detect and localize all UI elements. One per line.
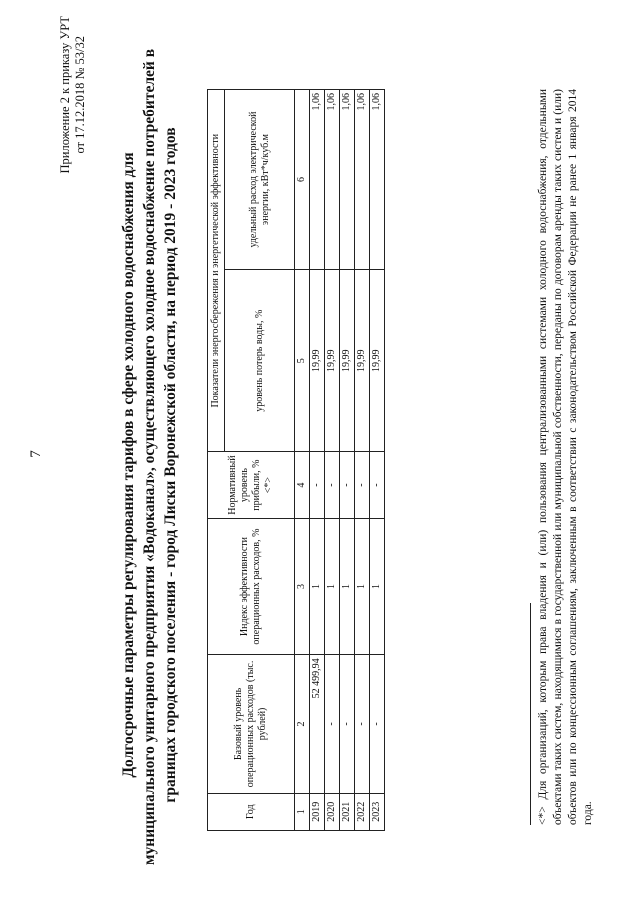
cell-norm-profit: -	[310, 452, 325, 518]
footnote: <*> Для организаций, которым права владения и (или) пользования централизованными системами холодного водоснабжения, отдельными объектами таких систем, находящимися в государственной или муниципальной собственности, переданы по договорам аренды таких систем и (или) объектов или по концессионным соглашениям, заключенным в соответствии с законодательством Российской Федерации не ранее 1 января 2014 года.	[537, 89, 594, 825]
header-efficiency-index: Индекс эффективности операционных расходов, %	[208, 518, 295, 655]
cell-base-level: -	[355, 655, 370, 793]
cell-norm-profit: -	[325, 452, 340, 518]
cell-year: 2022	[355, 793, 370, 830]
cell-year: 2019	[310, 793, 325, 830]
cell-efficiency-index: 1	[355, 518, 370, 655]
cell-specific-energy: 1,06	[355, 90, 370, 270]
cell-year: 2023	[370, 793, 385, 830]
column-number: 2	[295, 655, 310, 793]
tariff-parameters-table	[207, 89, 385, 831]
table-header-row	[208, 90, 225, 831]
table-row	[340, 90, 355, 831]
column-number: 1	[295, 793, 310, 830]
header-water-loss: уровень потерь воды, %	[225, 270, 295, 452]
table-row	[370, 90, 385, 831]
cell-norm-profit: -	[370, 452, 385, 518]
footnote-separator	[530, 603, 531, 825]
column-number: 5	[295, 270, 310, 452]
cell-efficiency-index: 1	[370, 518, 385, 655]
header-energy-group: Показатели энергосбережения и энергетической эффективности	[208, 90, 225, 452]
cell-water-loss: 19,99	[340, 270, 355, 452]
cell-norm-profit: -	[340, 452, 355, 518]
page-number: 7	[28, 450, 44, 458]
title-line-2: муниципального унитарного предприятия «Водоканал», осуществляющего холодное водоснабжение потребителей в	[141, 48, 158, 865]
cell-efficiency-index: 1	[310, 518, 325, 655]
cell-water-loss: 19,99	[355, 270, 370, 452]
document-title	[118, 48, 181, 865]
cell-water-loss: 19,99	[325, 270, 340, 452]
cell-efficiency-index: 1	[340, 518, 355, 655]
cell-base-level: 52 499,94	[310, 655, 325, 793]
cell-specific-energy: 1,06	[310, 90, 325, 270]
table-row	[325, 90, 340, 831]
title-line-1: Долгосрочные параметры регулирования тарифов в сфере холодного водоснабжения для	[120, 152, 137, 778]
appendix-line-1: Приложение 2 к приказу УРТ	[58, 16, 72, 174]
cell-base-level: -	[370, 655, 385, 793]
cell-specific-energy: 1,06	[325, 90, 340, 270]
table-row	[310, 90, 325, 831]
table-row	[355, 90, 370, 831]
cell-norm-profit: -	[355, 452, 370, 518]
header-norm-profit: Нормативный уровень прибыли, % <*>	[208, 452, 295, 518]
cell-year: 2021	[340, 793, 355, 830]
header-base-level: Базовый уровень операционных расходов (тыс. рублей)	[208, 655, 295, 793]
column-number: 4	[295, 452, 310, 518]
cell-water-loss: 19,99	[310, 270, 325, 452]
title-line-3: границах городского поселения - город Лиски Воронежской области, на период 2019 - 2023 годов	[162, 127, 179, 803]
cell-base-level: -	[325, 655, 340, 793]
cell-efficiency-index: 1	[325, 518, 340, 655]
column-number: 6	[295, 90, 310, 270]
appendix-reference	[58, 16, 88, 174]
cell-specific-energy: 1,06	[370, 90, 385, 270]
cell-specific-energy: 1,06	[340, 90, 355, 270]
cell-water-loss: 19,99	[370, 270, 385, 452]
cell-year: 2020	[325, 793, 340, 830]
column-number-row	[295, 90, 310, 831]
column-number: 3	[295, 518, 310, 655]
cell-base-level: -	[340, 655, 355, 793]
appendix-line-2: от 17.12.2018 № 53/32	[73, 35, 87, 154]
header-specific-energy: удельный расход электрической энергии, кВт*ч/куб.м	[225, 90, 295, 270]
header-year: Год	[208, 793, 295, 830]
